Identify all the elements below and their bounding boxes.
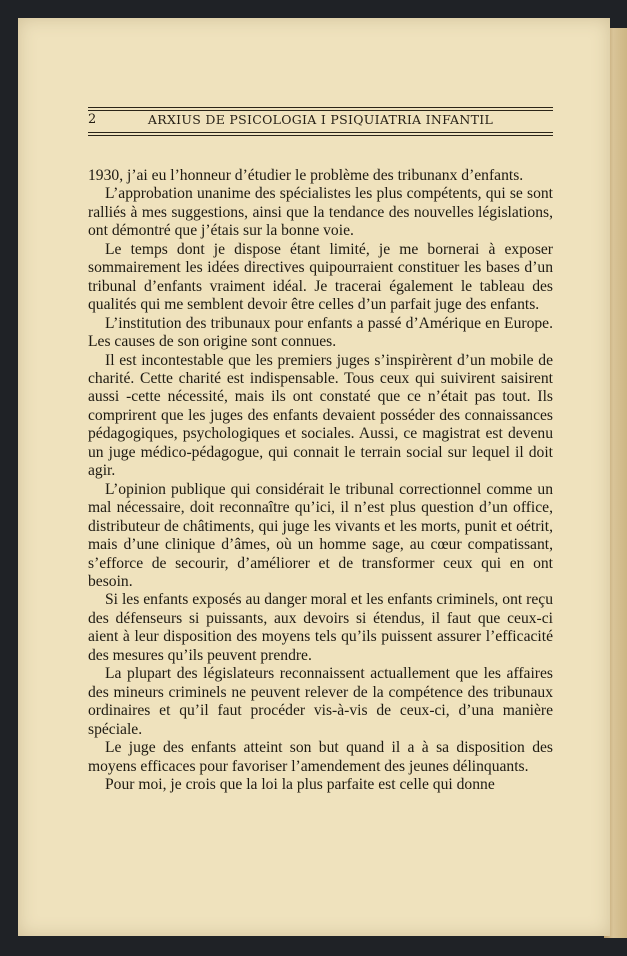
paragraph: Il est incontestable que les premiers juges s’inspirèrent d’un mobile de charité. Cette charité est indispensable. Tous ceux qui suivirent saisirent aussi -cette nécessité, mais ils ont constaté que ce n’était pas tout. Ils comprirent que les juges des enfants devaient posséder des connaissances pédagogiques, psychologiques et sociales. Aussi, ce magistrat est devenu un juge médico-pédagogue, qui connait le terrain social sur lequel il doit agir. <box>88 351 553 480</box>
paragraph: Pour moi, je crois que la loi la plus parfaite est celle qui donne <box>105 775 495 793</box>
paragraph: L’approbation unanime des spécialistes les plus compétents, qui se sont ralliés à mes suggestions, ainsi que la tendance des nouvelles législations, ont démontré que j’étais sur la bonne voie. <box>88 185 553 240</box>
paragraph: 1930, j’ai eu l’honneur d’étudier le problème des tribunanx d’enfants. <box>88 167 524 184</box>
paragraph: L’opinion publique qui considérait le tribunal correctionnel comme un mal nécessaire, doit reconnaître qu’ici, il n’est plus question d’un office, distributeur de châtiments, qui juge les vivants et les morts, punit et oétrit, mais d’une clinique d’âmes, où un homme sage, au cœur compatissant, s’efforce de secourir, d’améliorer et de transformer ceux qui en ont besoin. <box>88 480 553 590</box>
paragraph: Le temps dont je dispose étant limité, je me bornerai à exposer sommairement les idées directives quipourraient constituer les bases d’un tribunal d’enfants vraiment idéal. Je tracerai également le tableau des qualités qui me semblent devoir être celles d’un parfait juge des enfants. <box>88 240 553 314</box>
body-text <box>88 167 553 794</box>
page-header <box>88 105 553 135</box>
paragraph: La plupart des législateurs reconnaissent actuallement que les affaires des mineurs criminels ne peuvent relever de la compétence des tribunaux ordinaires et qu’il faut procéder vis-à-vis de ceux-ci, d’una manière spéciale. <box>88 665 553 738</box>
header-rule-bottom <box>88 132 553 133</box>
paragraph: Si les enfants exposés au danger moral et les enfants criminels, ont reçu des défenseurs si puissants, aux devoirs si étendus, il faut que ceux-ci aient à leur disposition des moyens tels qu’ils puissent assurer l’efficacité des mesures qu’ils peuvent prendre. <box>88 591 553 664</box>
page-number: 2 <box>88 112 102 127</box>
running-title: ARXIUS DE PSICOLOGIA I PSIQUIATRIA INFANTIL <box>142 112 499 127</box>
header-rule-top <box>88 107 553 108</box>
paragraph: Le juge des enfants atteint son but quand il a à sa disposition des moyens efficaces pour favoriser l’amendement des jeunes délinquants. <box>88 739 553 775</box>
running-title-wrap <box>88 112 553 127</box>
header-rule-bottom-2 <box>88 135 553 136</box>
paragraph: L’institution des tribunaux pour enfants a passé d’Amérique en Europe. Les causes de son origine sont connues. <box>88 314 553 351</box>
header-rule-top-2 <box>88 110 553 111</box>
